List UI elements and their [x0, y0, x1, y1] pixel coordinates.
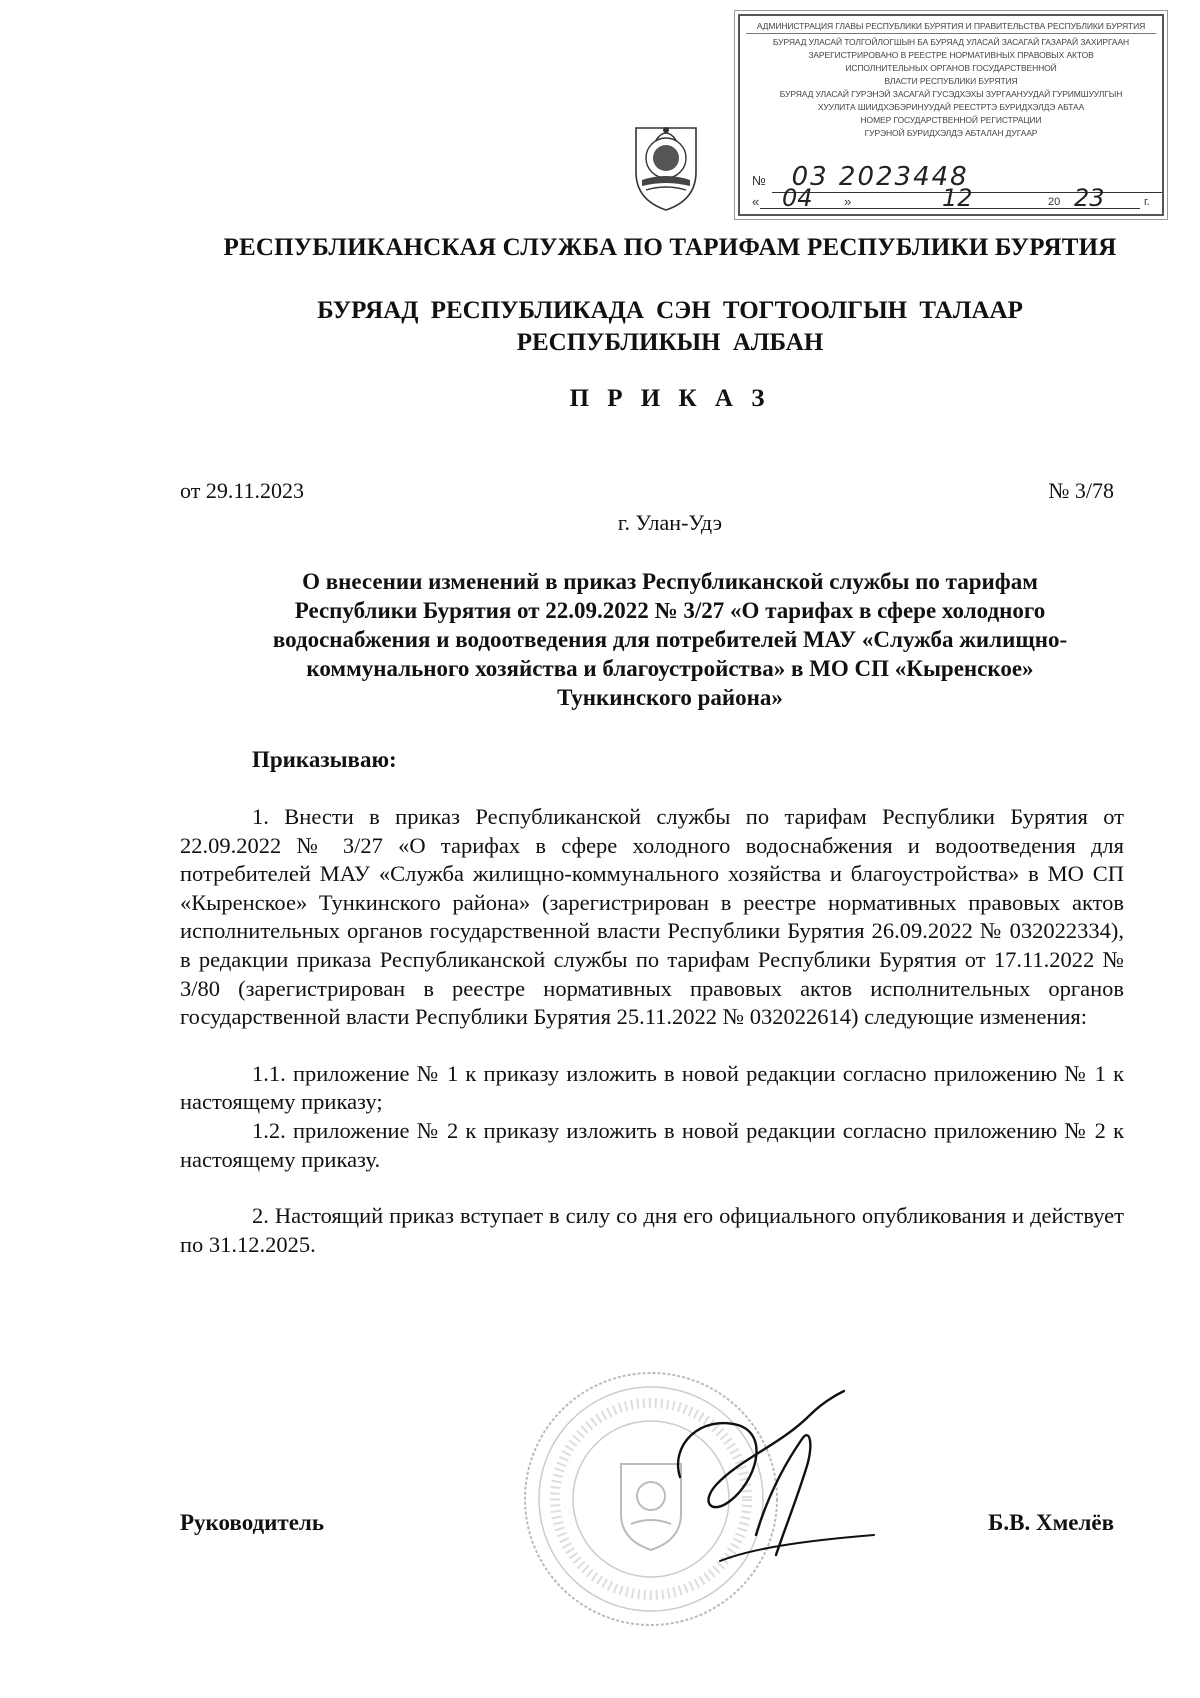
registration-year: 23 — [1074, 184, 1105, 212]
agency-name-bua — [200, 295, 1140, 359]
stamp-line: ИСПОЛНИТЕЛЬНЫХ ОРГАНОВ ГОСУДАРСТВЕННОЙ — [845, 63, 1057, 73]
document-number: № 3/78 — [1048, 478, 1114, 503]
stamp-line: АДМИНИСТРАЦИЯ ГЛАВЫ РЕСПУБЛИКИ БУРЯТИЯ И ПРАВИТЕЛЬСТВА РЕСПУБЛИКИ БУРЯТИЯ — [746, 20, 1156, 34]
signer-title: Руководитель — [180, 1510, 324, 1535]
registration-number-prefix: № — [752, 173, 766, 188]
agency-name-ru: РЕСПУБЛИКАНСКАЯ СЛУЖБА ПО ТАРИФАМ РЕСПУБЛИКИ БУРЯТИЯ — [223, 234, 1117, 261]
registration-month: 12 — [942, 184, 973, 212]
paragraph-2: 2. Настоящий приказ вступает в силу со дня его официального опубликования и действует по 31.12.2025. — [180, 1203, 1124, 1257]
document-date: от 29.11.2023 — [180, 478, 305, 503]
stamp-line: ВЛАСТИ РЕСПУБЛИКИ БУРЯТИЯ — [884, 76, 1018, 86]
agency-name-bua-line1: БУРЯАД РЕСПУБЛИКАДА СЭН ТОГТООЛГЫН ТАЛААР — [317, 297, 1023, 324]
paragraph-1: 1. Внести в приказ Республиканской службы по тарифам Республики Бурятия от 22.09.2022 № 3/27 «О тарифах в сфере холодного водоснабжения и водоотведения для потребителей МАУ «Служба жилищно-коммунального хозяйства и благоустройства» в МО СП «Кыренское» Тункинского района» (зарегистрирован в реестре нормативных правовых актов исполнительных органов государственной власти Республики Бурятия 26.09.2022 № 032022334), в редакции приказа Республиканской службы по тарифам Республики Бурятия от 17.11.2022 № 3/80 (зарегистрирован в реестре нормативных правовых актов исполнительных органов государственной власти Республики Бурятия 25.11.2022 № 032022614) следующие изменения: — [180, 804, 1124, 1030]
document-type: П Р И К А З — [569, 385, 771, 412]
registration-day: 04 — [782, 184, 813, 212]
title-line: О внесении изменений в приказ Республиканской службы по тарифам — [302, 569, 1038, 594]
paragraph-1-1: 1.1. приложение № 1 к приказу изложить в новой редакции согласно приложению № 1 к настоящему приказу; — [180, 1060, 1124, 1115]
agency-name-bua-line2: РЕСПУБЛИКЫН АЛБАН — [516, 329, 824, 356]
title-line: Республики Бурятия от 22.09.2022 № 3/27 «О тарифах в сфере холодного — [294, 598, 1046, 623]
handwritten-signature-icon — [660, 1385, 895, 1565]
registration-number-value: 03 2023448 — [791, 162, 969, 192]
registration-stamp: АДМИНИСТРАЦИЯ ГЛАВЫ РЕСПУБЛИКИ БУРЯТИЯ И ПРАВИТЕЛЬСТВА РЕСПУБЛИКИ БУРЯТИЯ БУРЯАД УЛАСАЙ ТОЛГОЙЛОГШЫН БА БУРЯАД УЛАСАЙ ЗАСАГАЙ ГАЗАРАЙ ЗАХИРГААН ЗАРЕГИСТРИРОВАНО В РЕЕСТРЕ НОРМАТИВНЫХ ПРАВОВЫХ АКТОВ ИСПОЛНИТЕЛЬНЫХ ОРГАНОВ ГОСУДАРСТВЕННОЙ ВЛАСТИ РЕСПУБЛИКИ БУРЯТИЯ БУРЯАД УЛАСАЙ ГУРЭНЭЙ ЗАСАГАЙ ГУСЭДХЭХЫ ЗУРГААНУУДАЙ ГУРИМШУУЛГЫН ХУУЛИТА ШИИДХЭБЭРИНУУДАЙ РЕЕСТРТЭ БУРИДХЭЛДЭ АБТАА НОМЕР ГОСУДАРСТВЕННОЙ РЕГИСТРАЦИИ ГУРЭНОЙ БУРИДХЭЛДЭ АБТАЛАН ДУГААР № 03 2023448 « 04 » 12 20 23 г. — [738, 14, 1164, 216]
registration-year-suffix: г. — [1144, 196, 1150, 208]
stamp-line: НОМЕР ГОСУДАРСТВЕННОЙ РЕГИСТРАЦИИ — [860, 115, 1042, 125]
stamp-line: ХУУЛИТА ШИИДХЭБЭРИНУУДАЙ РЕЕСТРТЭ БУРИДХЭЛДЭ АБТАА — [817, 102, 1085, 112]
paragraph-1-2: 1.2. приложение № 2 к приказу изложить в новой редакции согласно приложению № 2 к настоящему приказу. — [180, 1117, 1124, 1172]
stamp-line: БУРЯАД УЛАСАЙ ТОЛГОЙЛОГШЫН БА БУРЯАД УЛАСАЙ ЗАСАГАЙ ГАЗАРАЙ ЗАХИРГААН — [772, 37, 1130, 47]
buryatia-emblem-icon — [630, 120, 702, 212]
stamp-line: БУРЯАД УЛАСАЙ ГУРЭНЭЙ ЗАСАГАЙ ГУСЭДХЭХЫ ЗУРГААНУУДАЙ ГУРИМШУУЛГЫН — [779, 89, 1123, 99]
registration-year-prefix: 20 — [1048, 196, 1061, 208]
document-title — [205, 567, 1135, 712]
order-word: Приказываю: — [252, 747, 397, 772]
stamp-line: ЗАРЕГИСТРИРОВАНО В РЕЕСТРЕ НОРМАТИВНЫХ ПРАВОВЫХ АКТОВ — [808, 50, 1094, 60]
title-line: коммунального хозяйства и благоустройства» в МО СП «Кыренское» — [306, 656, 1034, 681]
title-line: Тункинского района» — [557, 685, 783, 710]
title-line: водоснабжения и водоотведения для потребителей МАУ «Служба жилищно- — [272, 627, 1068, 652]
signer-name: Б.В. Хмелёв — [988, 1510, 1114, 1535]
document-city: г. Улан-Удэ — [617, 510, 723, 535]
document-body — [180, 803, 1124, 1259]
stamp-line: ГУРЭНОЙ БУРИДХЭЛДЭ АБТАЛАН ДУГААР — [864, 128, 1038, 138]
